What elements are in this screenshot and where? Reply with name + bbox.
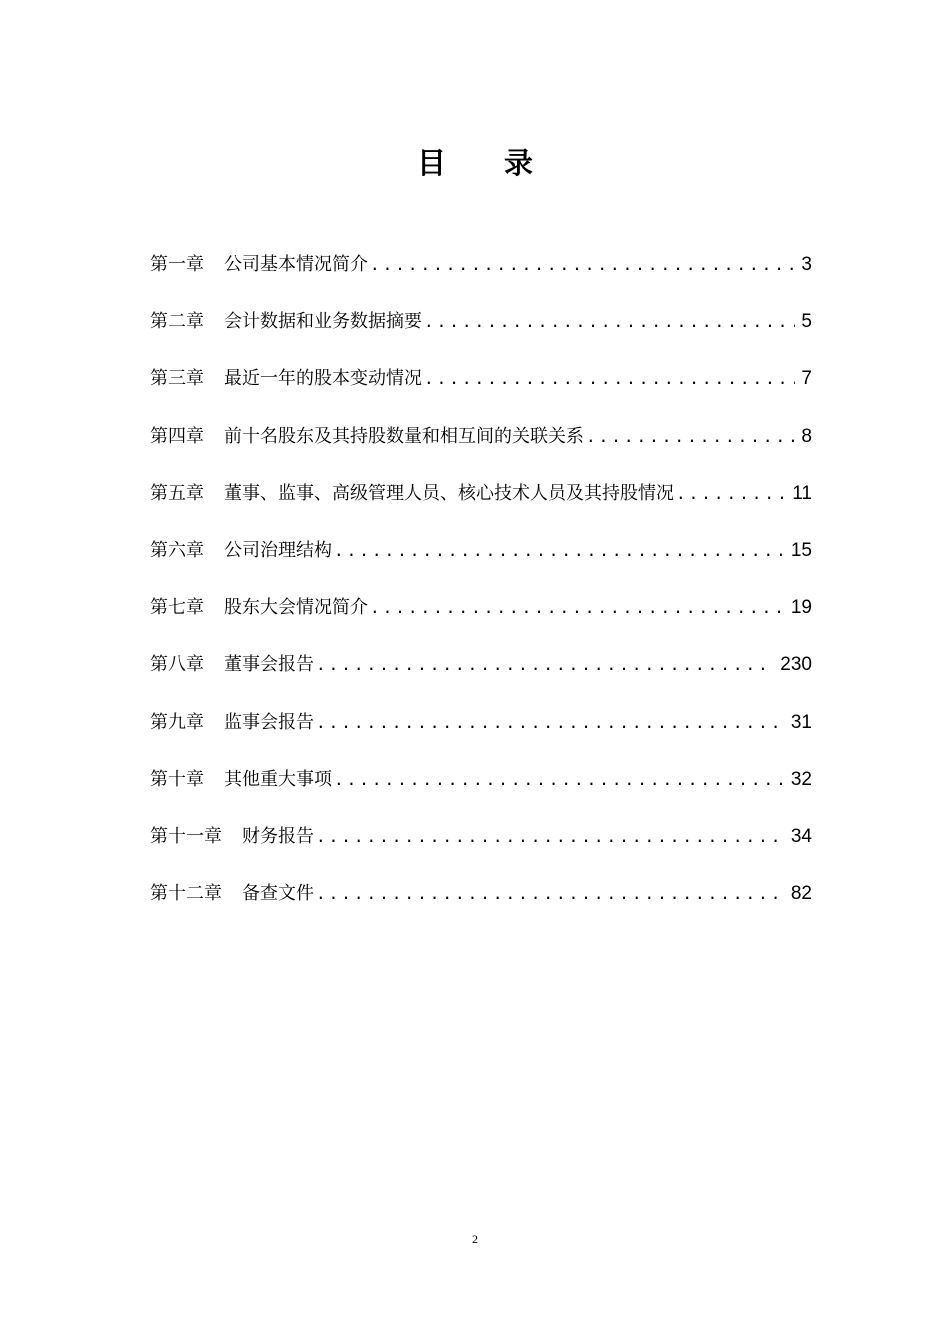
toc-dot-leader xyxy=(370,248,795,282)
toc-page-number: 7 xyxy=(801,368,812,390)
toc-page-number: 15 xyxy=(790,539,812,561)
toc-chapter-label: 第七章 xyxy=(150,597,204,619)
toc-entry-title: 财务报告 xyxy=(242,825,314,847)
toc-page-number: 82 xyxy=(790,883,812,905)
toc-dot-leader xyxy=(316,877,785,911)
toc-entry[interactable] xyxy=(150,877,812,934)
toc-entry-title: 会计数据和业务数据摘要 xyxy=(224,311,422,333)
toc-chapter-label: 第四章 xyxy=(150,425,204,447)
toc-entry[interactable] xyxy=(150,648,812,705)
toc-dot-leader xyxy=(316,648,774,682)
toc-dot-leader xyxy=(586,420,795,454)
toc-chapter-label: 第三章 xyxy=(150,368,204,390)
toc-chapter-label: 第九章 xyxy=(150,711,204,733)
toc-entry-title: 其他重大事项 xyxy=(224,768,332,790)
toc-page-number: 11 xyxy=(792,482,812,504)
toc-entry[interactable] xyxy=(150,420,812,477)
toc-dot-leader xyxy=(676,477,786,511)
toc-dot-leader xyxy=(334,763,785,797)
toc-chapter-label: 第八章 xyxy=(150,654,204,676)
toc-entry[interactable] xyxy=(150,248,812,305)
toc-chapter-label: 第一章 xyxy=(150,254,204,275)
toc-page-number: 31 xyxy=(790,711,812,733)
toc-dot-leader xyxy=(316,820,785,854)
page-footer-number: 2 xyxy=(472,1232,478,1246)
toc-entry[interactable] xyxy=(150,706,812,763)
toc-page-number: 5 xyxy=(801,311,812,333)
toc-entry-title: 前十名股东及其持股数量和相互间的关联关系 xyxy=(224,425,584,447)
toc-page-number: 34 xyxy=(790,825,812,847)
toc-page-number: 230 xyxy=(780,654,812,676)
toc-dot-leader xyxy=(424,362,795,396)
toc-title: 目 录 xyxy=(416,146,558,180)
toc-entry-title: 股东大会情况简介 xyxy=(224,597,368,619)
toc-entry-title: 最近一年的股本变动情况 xyxy=(224,368,422,390)
toc-page-number: 3 xyxy=(801,254,812,275)
toc-dot-leader xyxy=(316,706,785,740)
toc-entry-title: 监事会报告 xyxy=(224,711,314,733)
toc-page-number: 19 xyxy=(790,597,812,619)
toc-entry[interactable] xyxy=(150,820,812,877)
toc-chapter-label: 第十章 xyxy=(150,768,204,790)
toc-entry[interactable] xyxy=(150,305,812,362)
toc-entry-title: 公司治理结构 xyxy=(224,539,332,561)
toc-dot-leader xyxy=(424,305,795,339)
toc-entry[interactable] xyxy=(150,534,812,591)
toc-dot-leader xyxy=(370,591,785,625)
toc-entry-title: 公司基本情况简介 xyxy=(224,254,368,275)
toc-chapter-label: 第六章 xyxy=(150,539,204,561)
toc-page-number: 32 xyxy=(790,768,812,790)
toc-entry[interactable] xyxy=(150,362,812,419)
toc-entry-title: 备查文件 xyxy=(242,883,314,905)
toc-entry[interactable] xyxy=(150,591,812,648)
toc-page-number: 8 xyxy=(801,425,812,447)
toc-dot-leader xyxy=(334,534,785,568)
toc-entry[interactable] xyxy=(150,763,812,820)
toc-chapter-label: 第二章 xyxy=(150,311,204,333)
toc-chapter-label: 第十二章 xyxy=(150,883,222,905)
toc-chapter-label: 第五章 xyxy=(150,482,204,504)
toc-entry-title: 董事、监事、高级管理人员、核心技术人员及其持股情况 xyxy=(224,482,674,504)
table-of-contents xyxy=(150,248,812,934)
toc-entry[interactable] xyxy=(150,477,812,534)
toc-chapter-label: 第十一章 xyxy=(150,825,222,847)
toc-entry-title: 董事会报告 xyxy=(224,654,314,676)
